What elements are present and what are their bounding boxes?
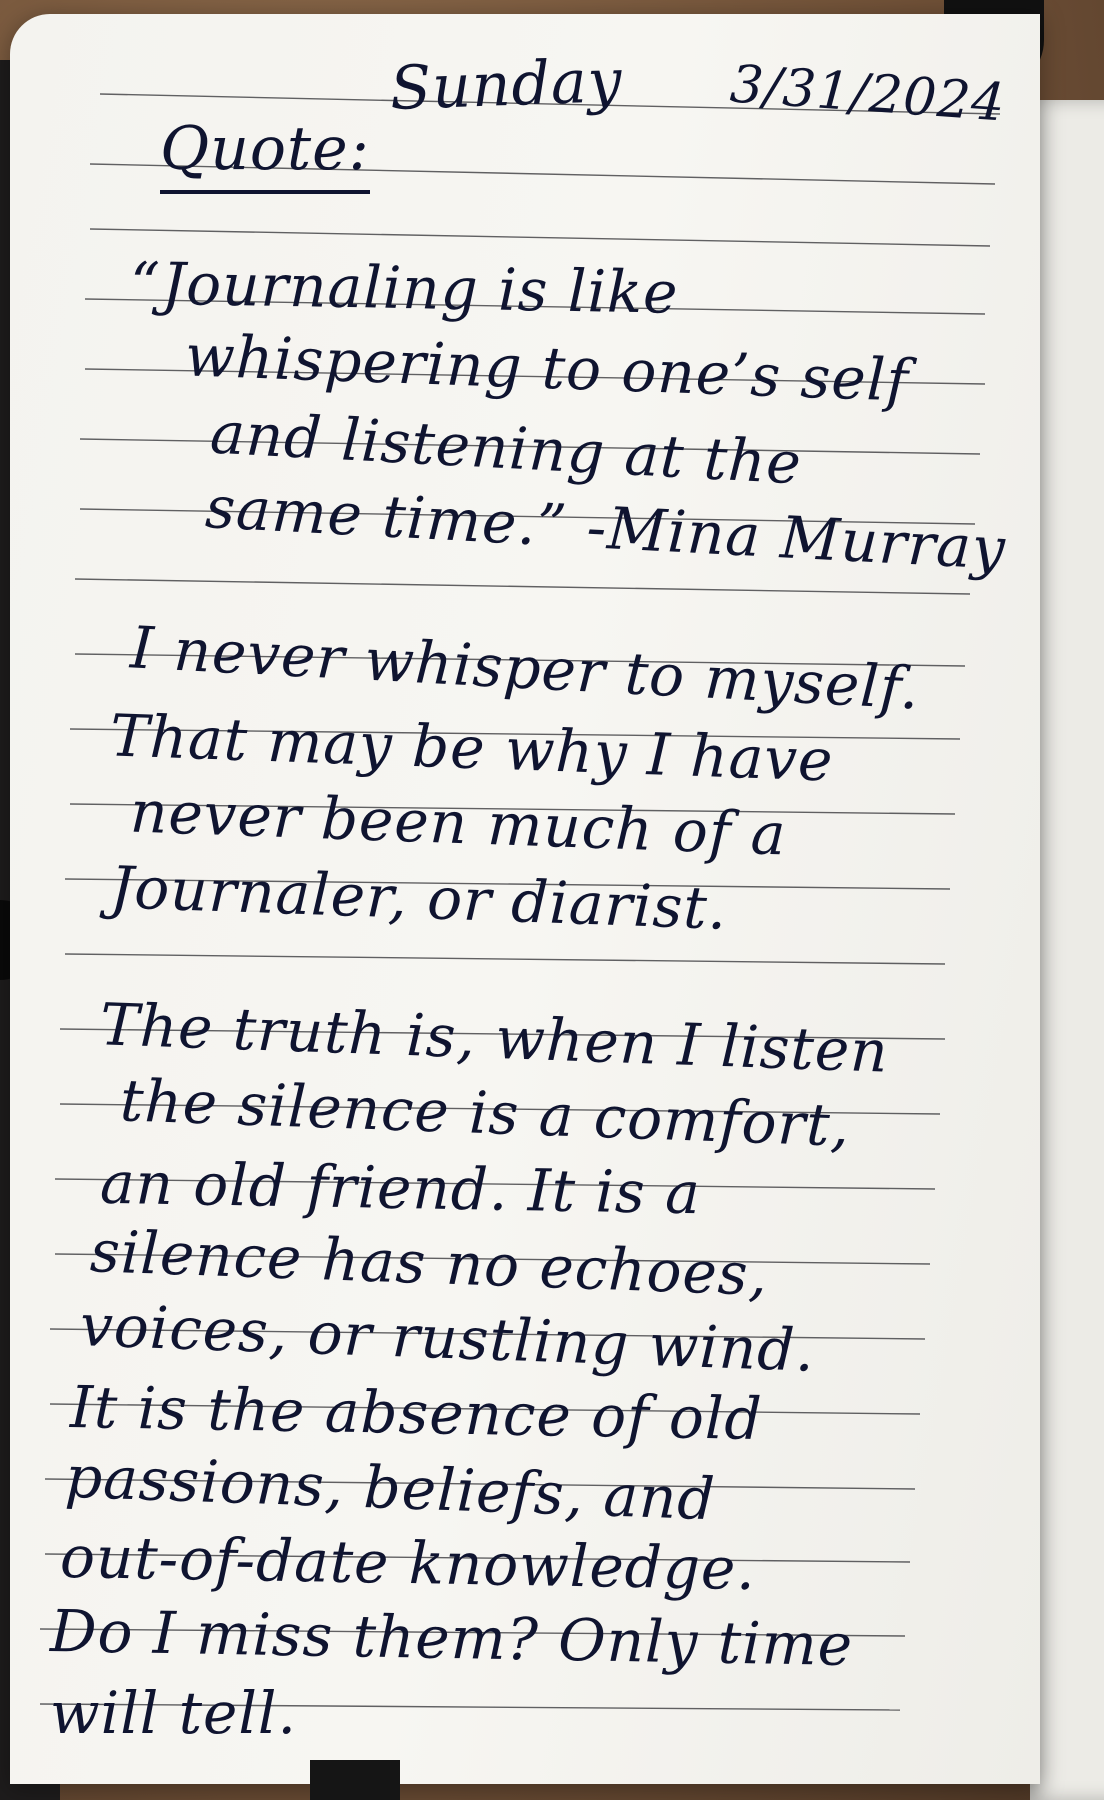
header-date: 3/31/2024: [728, 54, 1008, 134]
paragraph-one-line: never been much of a: [129, 777, 788, 869]
journal-page: [10, 14, 1040, 1784]
facing-page: [1030, 100, 1104, 1800]
paragraph-one-line: Journaler, or diarist.: [109, 853, 729, 943]
paragraph-two-line: It is the absence of old: [69, 1372, 764, 1454]
quote-label: Quote:: [160, 114, 370, 194]
paragraph-two-line: silence has no echoes,: [89, 1217, 770, 1309]
paragraph-one-line: I never whisper to myself.: [128, 613, 922, 723]
paragraph-one-line: That may be why I have: [109, 701, 835, 795]
paragraph-two-line: voices, or rustling wind.: [79, 1291, 817, 1385]
quote-line: whispering to one’s self: [184, 321, 910, 415]
header-day: Sunday: [388, 45, 624, 125]
paragraph-two-line: will tell.: [50, 1679, 297, 1747]
paragraph-two-line: an old friend. It is a: [99, 1148, 702, 1228]
elastic-band-bottom: [310, 1760, 400, 1800]
quote-line: “Journaling is like: [129, 249, 680, 327]
quote-line: same time.” -Mina Murray: [203, 473, 1008, 583]
paragraph-two-line: The truth is, when I listen: [99, 990, 890, 1086]
quote-line: and listening at the: [208, 398, 804, 498]
paragraph-two-line: passions, beliefs, and: [64, 1442, 717, 1534]
paragraph-two-line: the silence is a comfort,: [119, 1066, 852, 1160]
paragraph-two-line: out-of-date knowledge.: [59, 1522, 757, 1604]
paragraph-two-line: Do I miss them? Only time: [49, 1596, 854, 1680]
